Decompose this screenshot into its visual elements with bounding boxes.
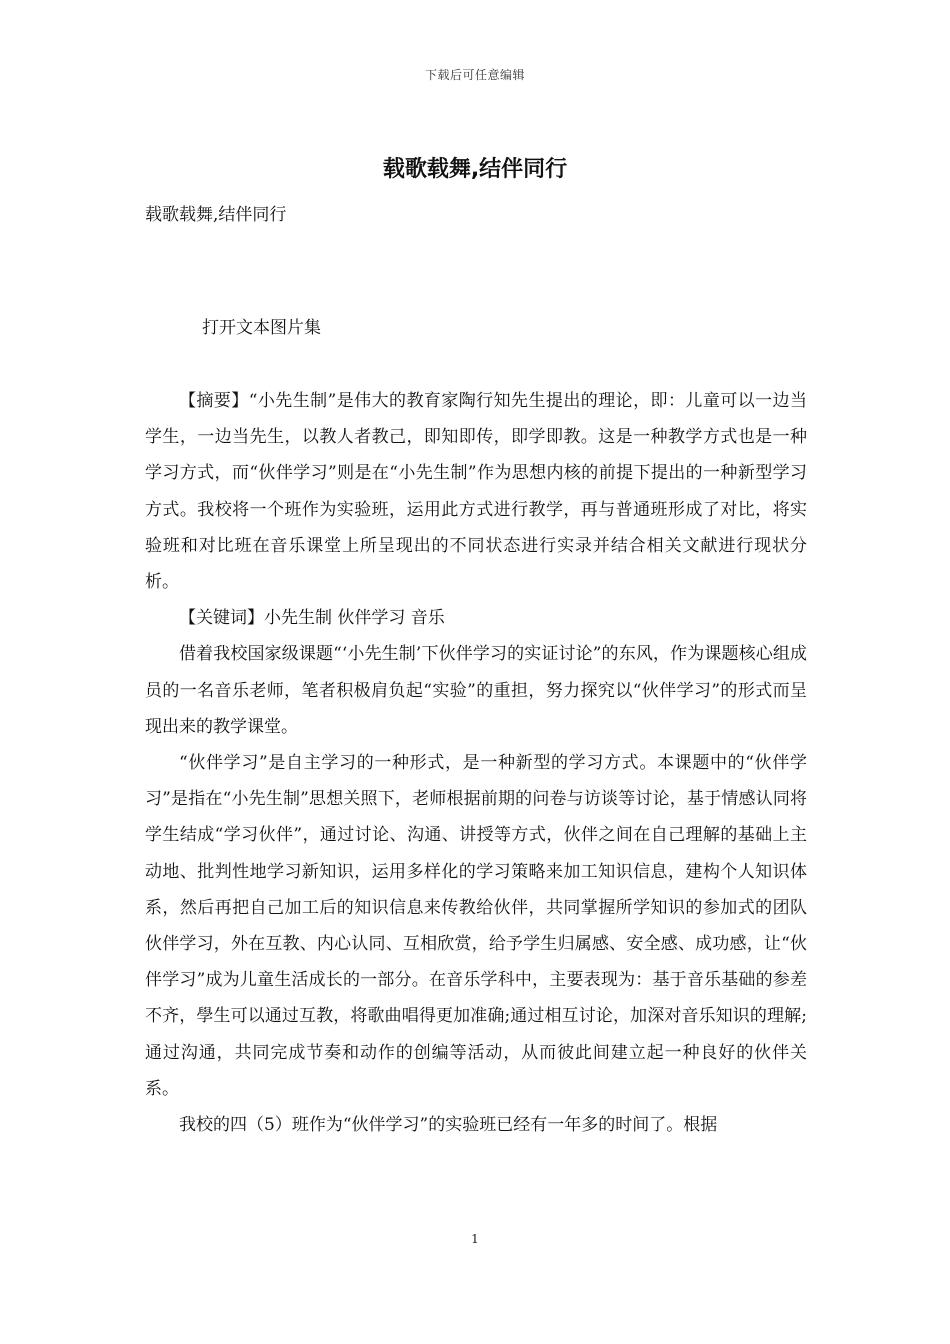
document-title: 载歌载舞,结伴同行 [382,157,568,182]
page-number: 1 [471,1232,479,1246]
body-paragraph: 我校的四（5）班作为“伙伴学习”的实验班已经有一年多的时间了。根据 [179,1115,718,1136]
document-body [145,383,807,1143]
body-paragraph: “伙伴学习”是自主学习的一种形式，是一种新型的学习方式。本课题中的“伙伴学习”是指在“小先生制”思想关照下，老师根据前期的问卷与访谈等讨论，基于情感认同将学生结成“学习伙伴”，通过讨论、沟通、讲授等方式，伙伴之间在自己理解的基础上主动地、批判性地学习新知识，运用多样化的学习策略来加工知识信息，建构个人知识体系，然后再把自己加工后的知识信息来传教给伙伴，共同掌握所学知识的参加式的团队伙伴学习，外在互教、内心认同、互相欣赏，给予学生归属感、安全感、成功感，让“伙伴学习”成为儿童生活成长的一部分。在音乐学科中，主要表现为：基于音乐基础的参差不齐，學生可以通过互教，将歌曲唱得更加准确;通过相互讨论，加深对音乐知识的理解;通过沟通，共同完成节奏和动作的创编等活动，从而彼此间建立起一种良好的伙伴关系。 [145,753,807,1099]
abstract-paragraph: 【摘要】“小先生制”是伟大的教育家陶行知先生提出的理论，即：儿童可以一边当学生，一边当先生，以教人者教己，即知即传，即学即教。这是一种教学方式也是一种学习方式，而“伙伴学习”则是在“小先生制”作为思想内核的前提下提出的一种新型学习方式。我校将一个班作为实验班，运用此方式进行教学，再与普通班形成了对比，将实验班和对比班在音乐课堂上所呈现出的不同状态进行实录并结合相关文献进行现状分析。 [145,391,807,593]
keywords-paragraph: 【关键词】小先生制 伙伴学习 音乐 [179,608,445,629]
body-paragraph: 借着我校国家级课题“‘小先生制’下伙伴学习的实证讨论”的东风，作为课题核心组成员的一名音乐老师，笔者积极肩负起“实验”的重担，努力探究以“伙伴学习”的形式而呈现出来的教学课堂。 [145,644,807,737]
open-image-gallery-link[interactable]: 打开文本图片集 [202,318,321,338]
header-note: 下载后可任意编辑 [424,68,525,82]
document-subtitle: 载歌载舞,结伴同行 [145,205,287,225]
